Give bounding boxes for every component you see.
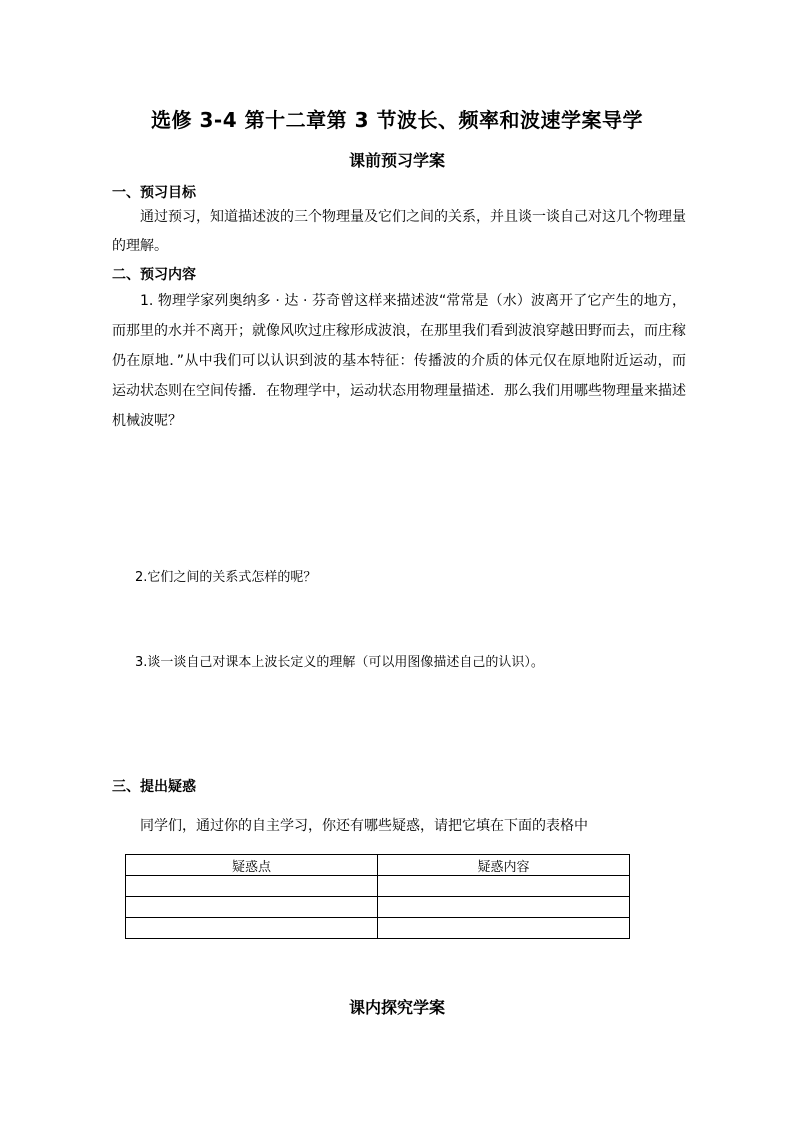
item1-paragraph bbox=[112, 286, 686, 436]
item3-question: 3.谈一谈自己对课本上波长定义的理解（可以用图像描述自己的认识）。 bbox=[135, 655, 544, 670]
table-header-row bbox=[126, 855, 630, 876]
goal-heading: 一、预习目标 bbox=[112, 185, 196, 201]
table-header-doubt-point: 疑惑点 bbox=[126, 855, 378, 876]
document-title: 选修 3-4 第十二章第 3 节波长、频率和波速学案导学 bbox=[151, 108, 643, 132]
table-cell[interactable] bbox=[378, 897, 630, 918]
next-section-title: 课内探究学案 bbox=[348, 998, 445, 1017]
table-cell[interactable] bbox=[126, 897, 378, 918]
table-row bbox=[126, 876, 630, 897]
document-subtitle: 课前预习学案 bbox=[348, 151, 445, 170]
content-heading: 二、预习内容 bbox=[112, 267, 196, 283]
table-header-doubt-content: 疑惑内容 bbox=[378, 855, 630, 876]
goal-paragraph bbox=[112, 203, 686, 261]
doubt-heading: 三、提出疑惑 bbox=[112, 779, 196, 795]
table-cell[interactable] bbox=[378, 918, 630, 939]
doubt-text: 同学们，通过你的自主学习，你还有哪些疑惑，请把它填在下面的表格中 bbox=[140, 818, 588, 834]
item1-text: 1. 物理学家列奥纳多 · 达 · 芬奇曾这样来描述波“常常是（水）波离开了它产生的地方，而那里的水并不离开；就像风吹过庄稼形成波浪，在那里我们看到波浪穿越田野而去，而庄稼仍在原地．”从中我们可以认识到波的基本特征：传播波的介质的体元仅在原地附近运动，而运动状态则在空间传播．在物理学中，运动状态用物理量描述．那么我们用哪些物理量来描述机械波呢？ bbox=[112, 293, 686, 429]
table-row bbox=[126, 897, 630, 918]
doubt-table bbox=[125, 854, 630, 939]
table-cell[interactable] bbox=[378, 876, 630, 897]
table-cell[interactable] bbox=[126, 918, 378, 939]
table-row bbox=[126, 918, 630, 939]
goal-text: 通过预习，知道描述波的三个物理量及它们之间的关系，并且谈一谈自己对这几个物理量的理解。 bbox=[112, 209, 686, 254]
table-cell[interactable] bbox=[126, 876, 378, 897]
item2-question: 2.它们之间的关系式怎样的呢？ bbox=[135, 570, 317, 585]
